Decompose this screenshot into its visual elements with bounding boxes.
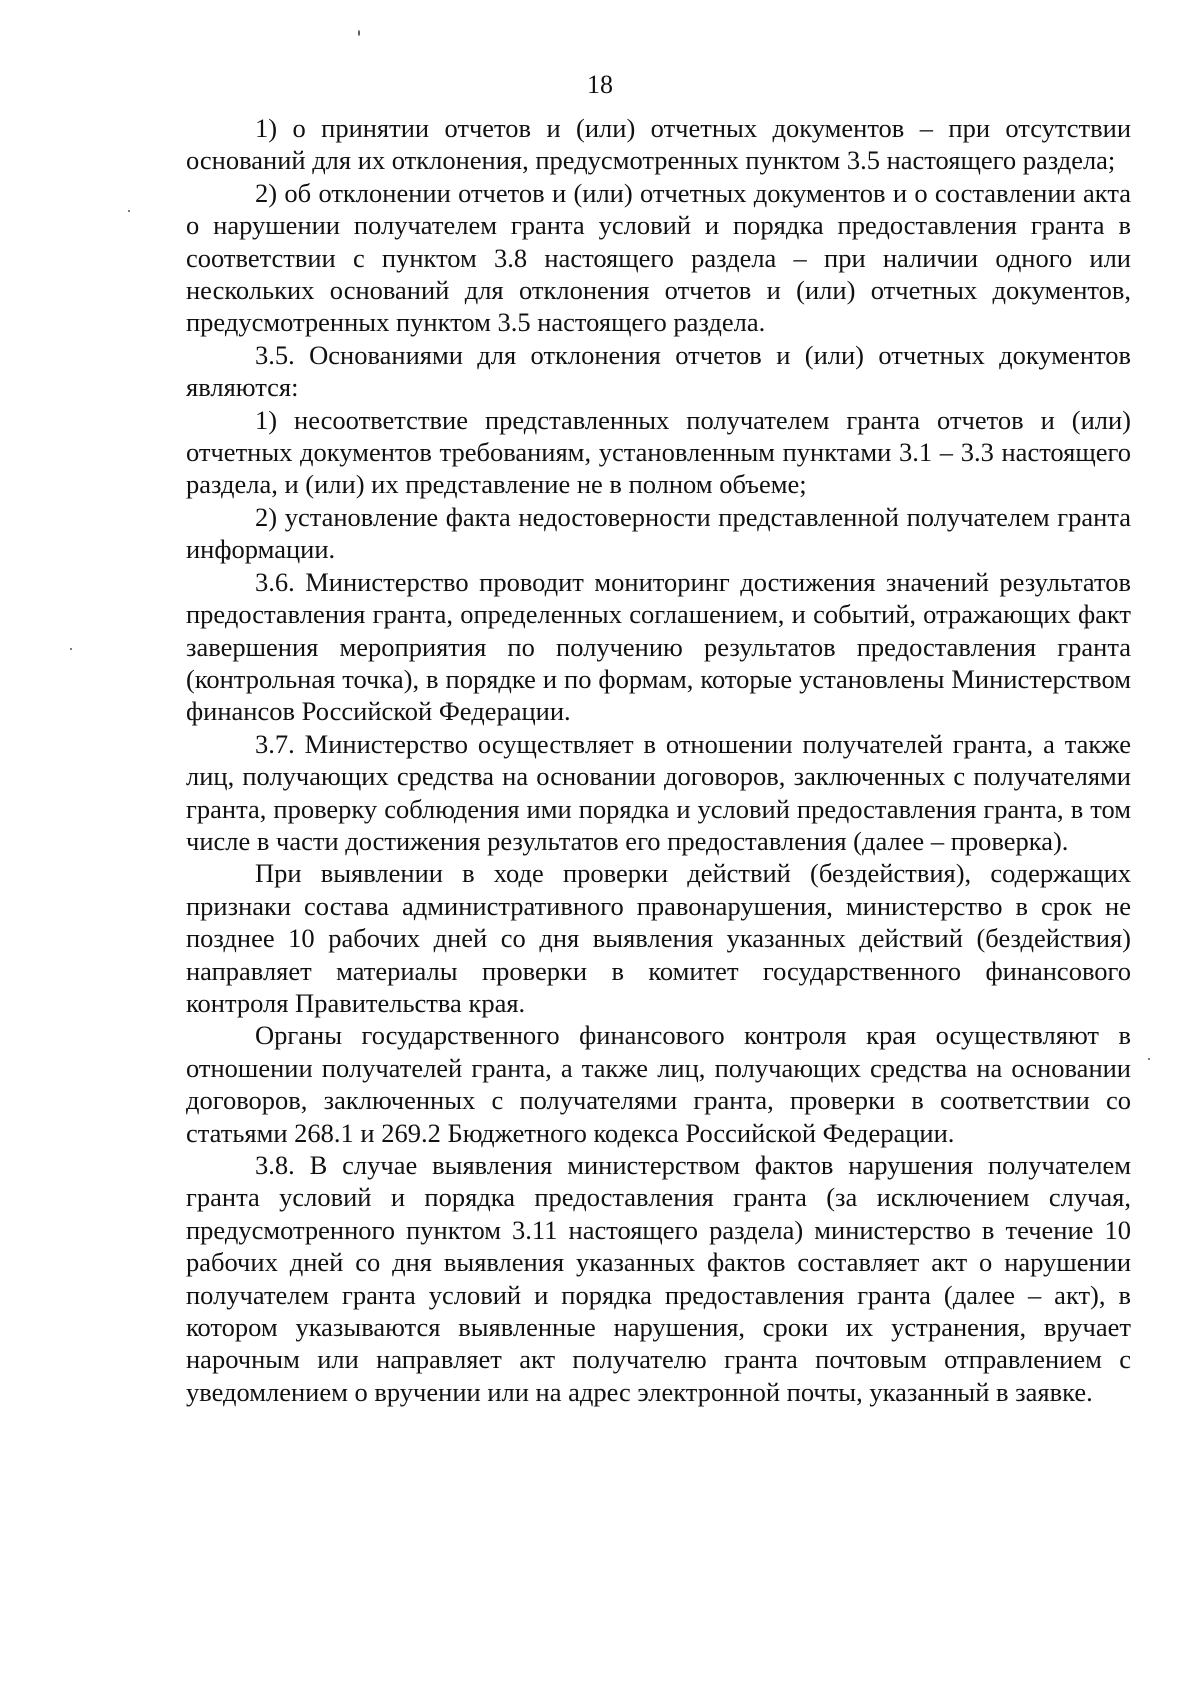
document-body [186, 112, 1131, 1408]
paragraph-3-8: 3.8. В случае выявления министерством фактов нарушения получателем гранта условий и порядка предоставления гранта (за исключением случая, предусмотренного пунктом 3.11 настоящего раздела) министерство в течение 10 рабочих дней со дня выявления указанных фактов составляет акт о нарушении получателем гранта условий и порядка предоставления гранта (далее – акт), в котором указываются выявленные нарушения, сроки их устранения, вручает нарочным или направляет акт получателю гранта почтовым отправлением с уведомлением о вручении или на адрес электронной почты, указанный в заявке. [186, 1150, 1131, 1407]
paragraph-3-6: 3.6. Министерство проводит мониторинг достижения значений результатов предоставления гранта, определенных соглашением, и событий, отражающих факт завершения мероприятия по получению результатов предоставления гранта (контрольная точка), в порядке и по формам, которые установлены Министерством финансов Российской Федерации. [186, 566, 1131, 727]
paragraph-item-2: 2) об отклонении отчетов и (или) отчетных документов и о составлении акта о нарушении получателем гранта условий и порядка предоставления гранта в соответствии с пунктом 3.8 настоящего раздела – при наличии одного или нескольких оснований для отклонения отчетов и (или) отчетных документов, предусмотренных пунктом 3.5 настоящего раздела. [186, 177, 1131, 338]
scan-speck [70, 648, 72, 650]
paragraph-item-1: 1) о принятии отчетов и (или) отчетных документов – при отсутствии оснований для их отклонения, предусмотренных пунктом 3.5 настоящего раздела; [186, 113, 1131, 176]
paragraph-3-5-item-2: 2) установление факта недостоверности представленной получателем гранта информации. [186, 501, 1131, 565]
paragraph-3-5-item-1: 1) несоответствие представленных получателем гранта отчетов и (или) отчетных документов требованиям, установленным пунктами 3.1 – 3.3 настоящего раздела, и (или) их представление не в полном объеме; [186, 404, 1131, 500]
page-number: 18 [587, 70, 613, 99]
scan-speck [1148, 1058, 1150, 1060]
scan-speck [128, 210, 130, 212]
scan-speck [358, 30, 360, 36]
paragraph-control-bodies: Органы государственного финансового контроля края осуществляют в отношении получателей гранта, а также лиц, получающих средства на основании договоров, заключенных с получателями гранта, проверки в соответствии со статьями 268.1 и 269.2 Бюджетного кодекса Российской Федерации. [186, 1020, 1131, 1148]
paragraph-3-7: 3.7. Министерство осуществляет в отношении получателей гранта, а также лиц, получающих средства на основании договоров, заключенных с получателями гранта, проверку соблюдения ими порядка и условий предоставления гранта, в том числе в части достижения результатов его предоставления (далее – проверка). [186, 728, 1131, 856]
paragraph-3-5: 3.5. Основаниями для отклонения отчетов и (или) отчетных документов являются: [186, 339, 1131, 403]
paragraph-violations: При выявлении в ходе проверки действий (бездействия), содержащих признаки состава административного правонарушения, министерство в срок не позднее 10 рабочих дней со дня выявления указанных действий (бездействия) направляет материалы проверки в комитет государственного финансового контроля Правительства края. [186, 858, 1131, 1018]
